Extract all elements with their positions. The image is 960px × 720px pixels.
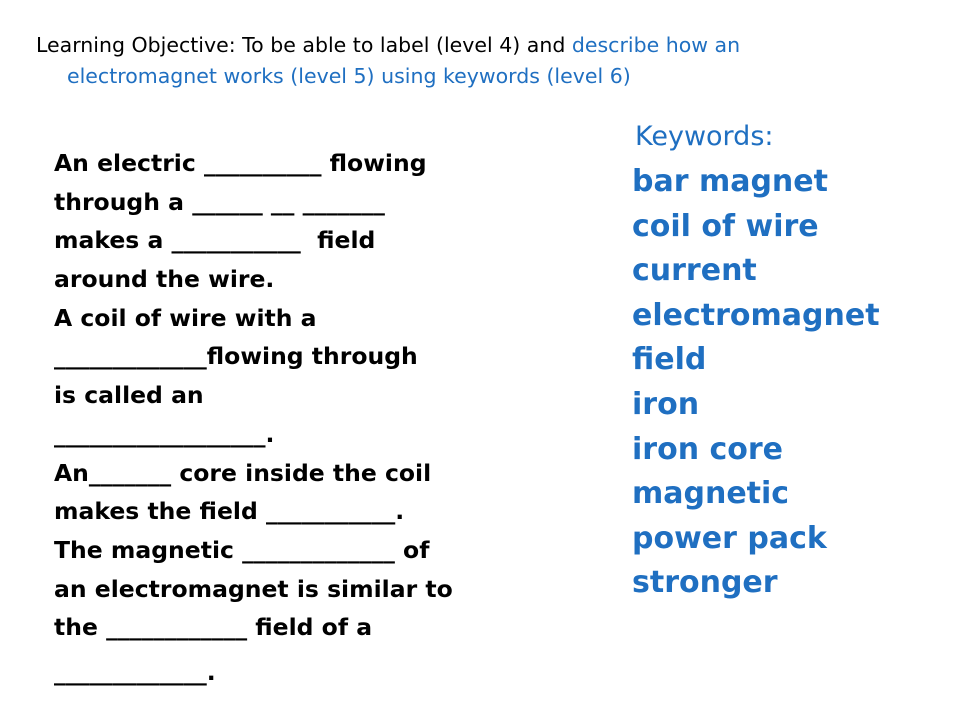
cloze-line: around the wire. [54, 265, 275, 294]
keyword-item: iron [632, 386, 700, 422]
keyword-item: bar magnet [632, 164, 828, 199]
objective-text: Learning Objective: To be able to label (level 4) and [36, 33, 572, 57]
cloze-line: the ____________ field of a [54, 613, 373, 642]
keyword-item: current [632, 253, 757, 289]
keyword-item: electromagnet [632, 297, 880, 333]
cloze-line: is called an [54, 381, 204, 410]
keyword-item: field [632, 342, 707, 378]
objective-highlight-line2: electromagnet works (level 5) using keywords (level 6) [67, 64, 631, 88]
cloze-line: A coil of wire with a [54, 303, 317, 332]
cloze-line: makes a ___________ field [54, 226, 376, 255]
keyword-item: iron core [632, 431, 784, 467]
cloze-line: An electric __________ flowing [54, 149, 427, 177]
keyword-item: stronger [632, 565, 778, 601]
cloze-line: An_______ core inside the coil [54, 458, 432, 487]
cloze-line: makes the field ___________. [54, 497, 405, 526]
cloze-line: through a ______ __ _______ [54, 187, 385, 216]
objective-highlight: describe how an [571, 33, 741, 57]
learning-objective [36, 30, 936, 92]
cloze-line: __________________. [54, 419, 275, 448]
cloze-line: The magnetic _____________ of [54, 535, 430, 564]
keyword-item: coil of wire [632, 208, 819, 244]
cloze-line: an electromagnet is similar to [54, 574, 453, 603]
keywords-box [632, 114, 952, 606]
cloze-line: _____________. [54, 657, 216, 686]
keyword-item: power pack [632, 520, 827, 556]
cloze-passage [54, 144, 614, 709]
keywords-heading: Keywords: [635, 121, 774, 152]
cloze-line: _____________flowing through [54, 342, 418, 371]
keyword-item: magnetic [632, 476, 790, 512]
